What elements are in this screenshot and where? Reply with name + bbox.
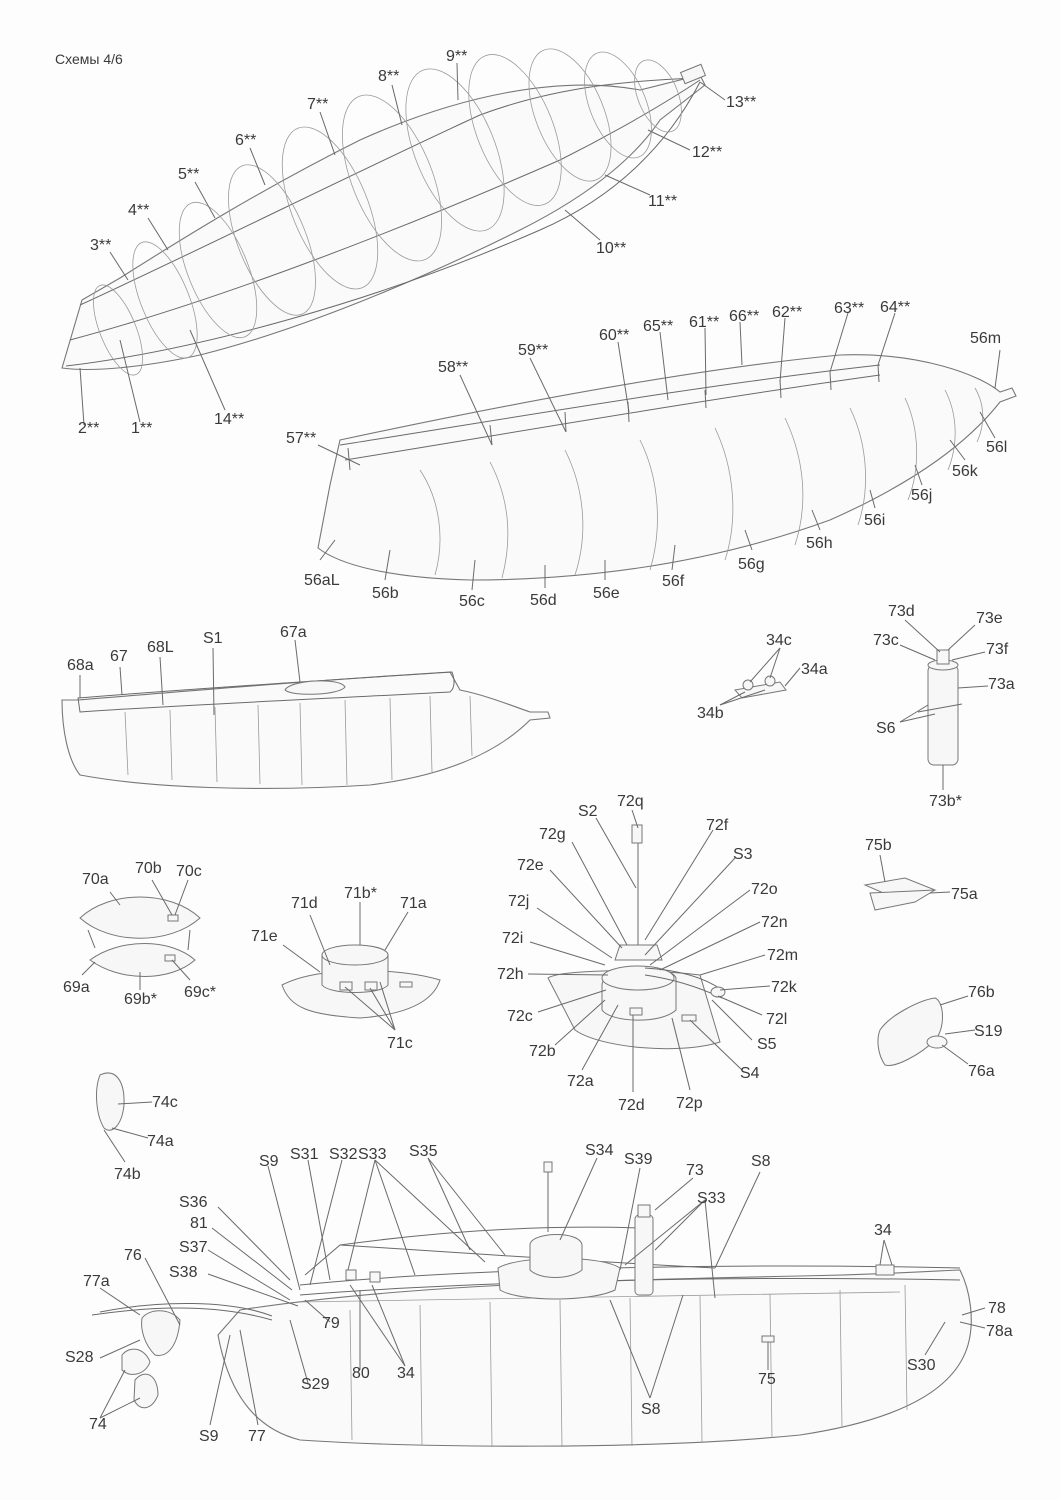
part-label: 69b*: [124, 991, 157, 1008]
part-label: 56d: [530, 592, 557, 609]
part-label: 78a: [986, 1323, 1013, 1340]
part-label: 68a: [67, 657, 94, 674]
part-label: 34b: [697, 705, 724, 722]
part-label: 72o: [751, 881, 778, 898]
part-label: 56aL: [304, 572, 340, 589]
part-label: 72q: [617, 793, 644, 810]
part-label: S1: [203, 630, 223, 647]
part-label: S9: [259, 1153, 279, 1170]
part-label: 67a: [280, 624, 307, 641]
part-label: S39: [624, 1151, 653, 1168]
part-label: 56m: [970, 330, 1002, 347]
part-label: S3: [733, 846, 753, 863]
part-label: S2: [578, 803, 598, 820]
part-label: 69c*: [184, 984, 217, 1001]
part-label: 56c: [459, 593, 485, 610]
part-label: 62**: [772, 304, 803, 321]
part-label: 3**: [90, 237, 112, 254]
part-label: 70a: [82, 871, 109, 888]
part-label: 78: [988, 1300, 1006, 1317]
part-label: 61**: [689, 314, 720, 331]
part-label: 74b: [114, 1166, 141, 1183]
part-label: 75a: [951, 886, 978, 903]
part-label: 71c: [387, 1035, 413, 1052]
part-label: S37: [179, 1239, 208, 1256]
mast-part: [900, 620, 988, 790]
part-label: 75b: [865, 837, 892, 854]
part-label: 72f: [706, 817, 729, 834]
part-label: S30: [907, 1357, 936, 1374]
part-label: 4**: [128, 202, 150, 219]
part-label: 56e: [593, 585, 620, 602]
part-label: 71a: [400, 895, 427, 912]
part-label: 69a: [63, 979, 90, 996]
part-label: 34a: [801, 661, 828, 678]
part-label: 34: [874, 1222, 892, 1239]
part-label: 60**: [599, 327, 630, 344]
part-label: 10**: [596, 240, 627, 257]
part-label: 8**: [378, 68, 400, 85]
part-label: 72i: [502, 930, 524, 947]
part-label: 72m: [767, 947, 799, 964]
part-label: 7**: [307, 96, 329, 113]
part-label: S19: [974, 1023, 1003, 1040]
part-label: 74a: [147, 1133, 174, 1150]
part-label: 63**: [834, 300, 865, 317]
part-label: 65**: [643, 318, 674, 335]
part-label: S9: [199, 1428, 219, 1445]
part-label: 72k: [771, 979, 797, 996]
part-label: 73: [686, 1162, 704, 1179]
part-label: 56l: [986, 439, 1008, 456]
part-label: 56f: [662, 573, 685, 590]
part-label: 72c: [507, 1008, 533, 1025]
part-label: 75: [758, 1371, 776, 1388]
part-label: 71e: [251, 928, 278, 945]
part-label: S29: [301, 1376, 330, 1393]
part-label: 56i: [864, 512, 886, 529]
part-label: 73b*: [929, 793, 962, 810]
part-label: 56k: [952, 463, 978, 480]
part-label: S8: [751, 1153, 771, 1170]
deck-hull: [62, 640, 550, 788]
part-label: S8: [641, 1401, 661, 1418]
part-label: 57**: [286, 430, 317, 447]
part-label: 70b: [135, 860, 162, 877]
deck-plates: [80, 880, 200, 990]
frame-assembly: [62, 37, 725, 425]
part-label: 77: [248, 1428, 266, 1445]
part-label: 58**: [438, 359, 469, 376]
part-label: 56b: [372, 585, 399, 602]
part-label: 76: [124, 1247, 142, 1264]
rudder-part: [878, 996, 975, 1065]
deck-hull-labels: [67, 624, 307, 674]
prop-guard-part: [97, 1073, 152, 1162]
part-label: 74c: [152, 1094, 178, 1111]
part-label: 73c: [873, 632, 899, 649]
part-label: 73d: [888, 603, 915, 620]
part-label: S38: [169, 1264, 198, 1281]
part-label: 12**: [692, 144, 723, 161]
part-label: 5**: [178, 166, 200, 183]
part-label: 68L: [147, 639, 174, 656]
part-label: 72n: [761, 914, 788, 931]
part-label: 56j: [911, 487, 933, 504]
bollard-labels: [697, 632, 828, 722]
part-label: 67: [110, 648, 128, 665]
part-label: 77a: [83, 1273, 110, 1290]
part-label: 73a: [988, 676, 1015, 693]
part-label: S4: [740, 1065, 760, 1082]
part-label: 6**: [235, 132, 257, 149]
part-label: S35: [409, 1143, 438, 1160]
part-label: 56h: [806, 535, 833, 552]
part-label: 80: [352, 1365, 370, 1382]
part-label: 72p: [676, 1095, 703, 1112]
part-label: 34: [397, 1365, 415, 1382]
part-label: 72a: [567, 1073, 594, 1090]
part-label: 2**: [78, 420, 100, 437]
part-label: S34: [585, 1142, 614, 1159]
part-label: 9**: [446, 48, 468, 65]
part-label: 72g: [539, 826, 566, 843]
part-label: S28: [65, 1349, 94, 1366]
small-block-part: [865, 855, 950, 910]
bollard-part: [720, 648, 800, 705]
part-label: 73f: [986, 641, 1009, 658]
page-title: Схемы 4/6: [55, 51, 123, 67]
part-label: S36: [179, 1194, 208, 1211]
part-label: 79: [322, 1315, 340, 1332]
part-label: 76a: [968, 1063, 995, 1080]
part-label: S5: [757, 1036, 777, 1053]
part-label: 71b*: [344, 885, 377, 902]
part-label: 72b: [529, 1043, 556, 1060]
part-label: 14**: [214, 411, 245, 428]
part-label: S32: [329, 1146, 358, 1163]
turret-base: [282, 902, 440, 1030]
part-label: 72j: [508, 893, 530, 910]
part-label: S33: [697, 1190, 726, 1207]
part-label: 59**: [518, 342, 549, 359]
part-label: 1**: [131, 420, 153, 437]
part-label: 66**: [729, 308, 760, 325]
hull-skin: [318, 313, 1016, 590]
part-label: 72e: [517, 857, 544, 874]
part-label: 74: [89, 1416, 107, 1433]
part-label: 81: [190, 1215, 208, 1232]
rudder-labels: [968, 984, 1003, 1080]
part-label: 72d: [618, 1097, 645, 1114]
part-label: S33: [358, 1146, 387, 1163]
part-label: 72l: [766, 1011, 788, 1028]
part-label: S6: [876, 720, 896, 737]
final-assembly: [92, 1158, 985, 1447]
part-label: 71d: [291, 895, 318, 912]
part-label: 72h: [497, 966, 524, 983]
part-label: 64**: [880, 299, 911, 316]
part-label: 11**: [648, 193, 678, 210]
part-label: 76b: [968, 984, 995, 1001]
part-label: 73e: [976, 610, 1003, 627]
part-label: 34c: [766, 632, 792, 649]
part-label: S31: [290, 1146, 319, 1163]
part-label: 56g: [738, 556, 765, 573]
part-label: 70c: [176, 863, 202, 880]
part-label: 13**: [726, 94, 757, 111]
